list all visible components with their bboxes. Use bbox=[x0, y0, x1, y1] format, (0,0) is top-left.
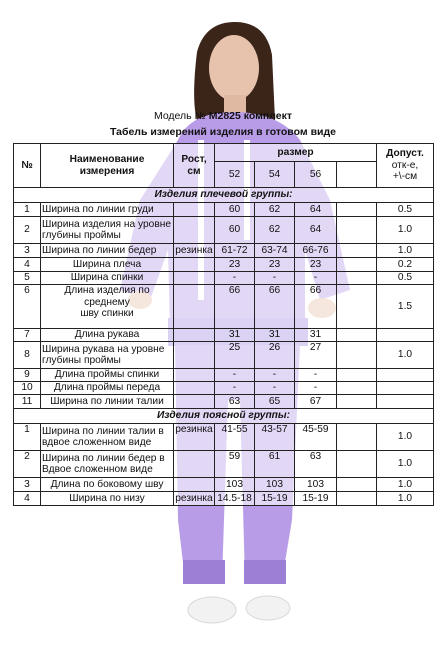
table-row: 3 Длина по боковому шву 103 103 103 1.0 bbox=[14, 478, 434, 492]
model-prefix: Модель № bbox=[153, 110, 206, 122]
size-56: 56 bbox=[295, 162, 337, 188]
table-row: 8 Ширина рукава на уровне глубины проймы 25 26 27 1.0 bbox=[14, 342, 434, 369]
section-shoulder: Изделия плечевой группы: bbox=[14, 188, 434, 203]
table-row: 1 Ширина по линии талии в вдвое сложенном виде резинка 41-55 43-57 45-59 1.0 bbox=[14, 424, 434, 451]
table-row: 1 Ширина по линии груди 60 62 64 0.5 bbox=[14, 203, 434, 217]
section-waist: Изделия поясной группы: bbox=[14, 409, 434, 424]
col-height: Рост, см bbox=[174, 144, 215, 188]
table-row: 11 Ширина по линии талии 63 65 67 bbox=[14, 395, 434, 409]
table-title: Табель измерений изделия в готовом виде bbox=[109, 126, 337, 138]
table-row: 7 Длина рукава 31 31 31 bbox=[14, 329, 434, 342]
col-name: Наименование измерения bbox=[41, 144, 174, 188]
col-tolerance: Допуст. отк-е, +\-см bbox=[377, 144, 434, 188]
table-row: 4 Ширина плеча 23 23 23 0.2 bbox=[14, 258, 434, 272]
model-code: М2825 комплект bbox=[208, 110, 293, 122]
model-title bbox=[0, 110, 446, 122]
left-shoe bbox=[188, 597, 236, 623]
size-54: 54 bbox=[255, 162, 295, 188]
col-num: № bbox=[14, 144, 41, 188]
face-shape bbox=[209, 35, 259, 101]
table-row: 6 Длина изделия по среднему шву спинки 66 66 66 1.5 bbox=[14, 285, 434, 329]
table-row: 10 Длина проймы переда - - - bbox=[14, 382, 434, 395]
size-empty bbox=[337, 162, 377, 188]
table-row: 2 Ширина изделия на уровне глубины проймы 60 62 64 1.0 bbox=[14, 217, 434, 244]
table-row: 5 Ширина спинки - - - 0.5 bbox=[14, 272, 434, 285]
size-52: 52 bbox=[215, 162, 255, 188]
table-row: 2 Ширина по линии бедер в Вдвое сложенном виде 59 61 63 1.0 bbox=[14, 451, 434, 478]
table-row: 4 Ширина по низу резинка 14.5-18 15-19 15-19 1.0 bbox=[14, 492, 434, 506]
table-row: 3 Ширина по линии бедер резинка 61-72 63-74 66-76 1.0 bbox=[14, 244, 434, 258]
header-row-1 bbox=[14, 144, 434, 162]
table-row: 9 Длина проймы спинки - - - bbox=[14, 369, 434, 382]
measurement-table bbox=[13, 143, 434, 506]
right-shoe bbox=[246, 596, 290, 620]
col-size-group: размер bbox=[215, 144, 377, 162]
